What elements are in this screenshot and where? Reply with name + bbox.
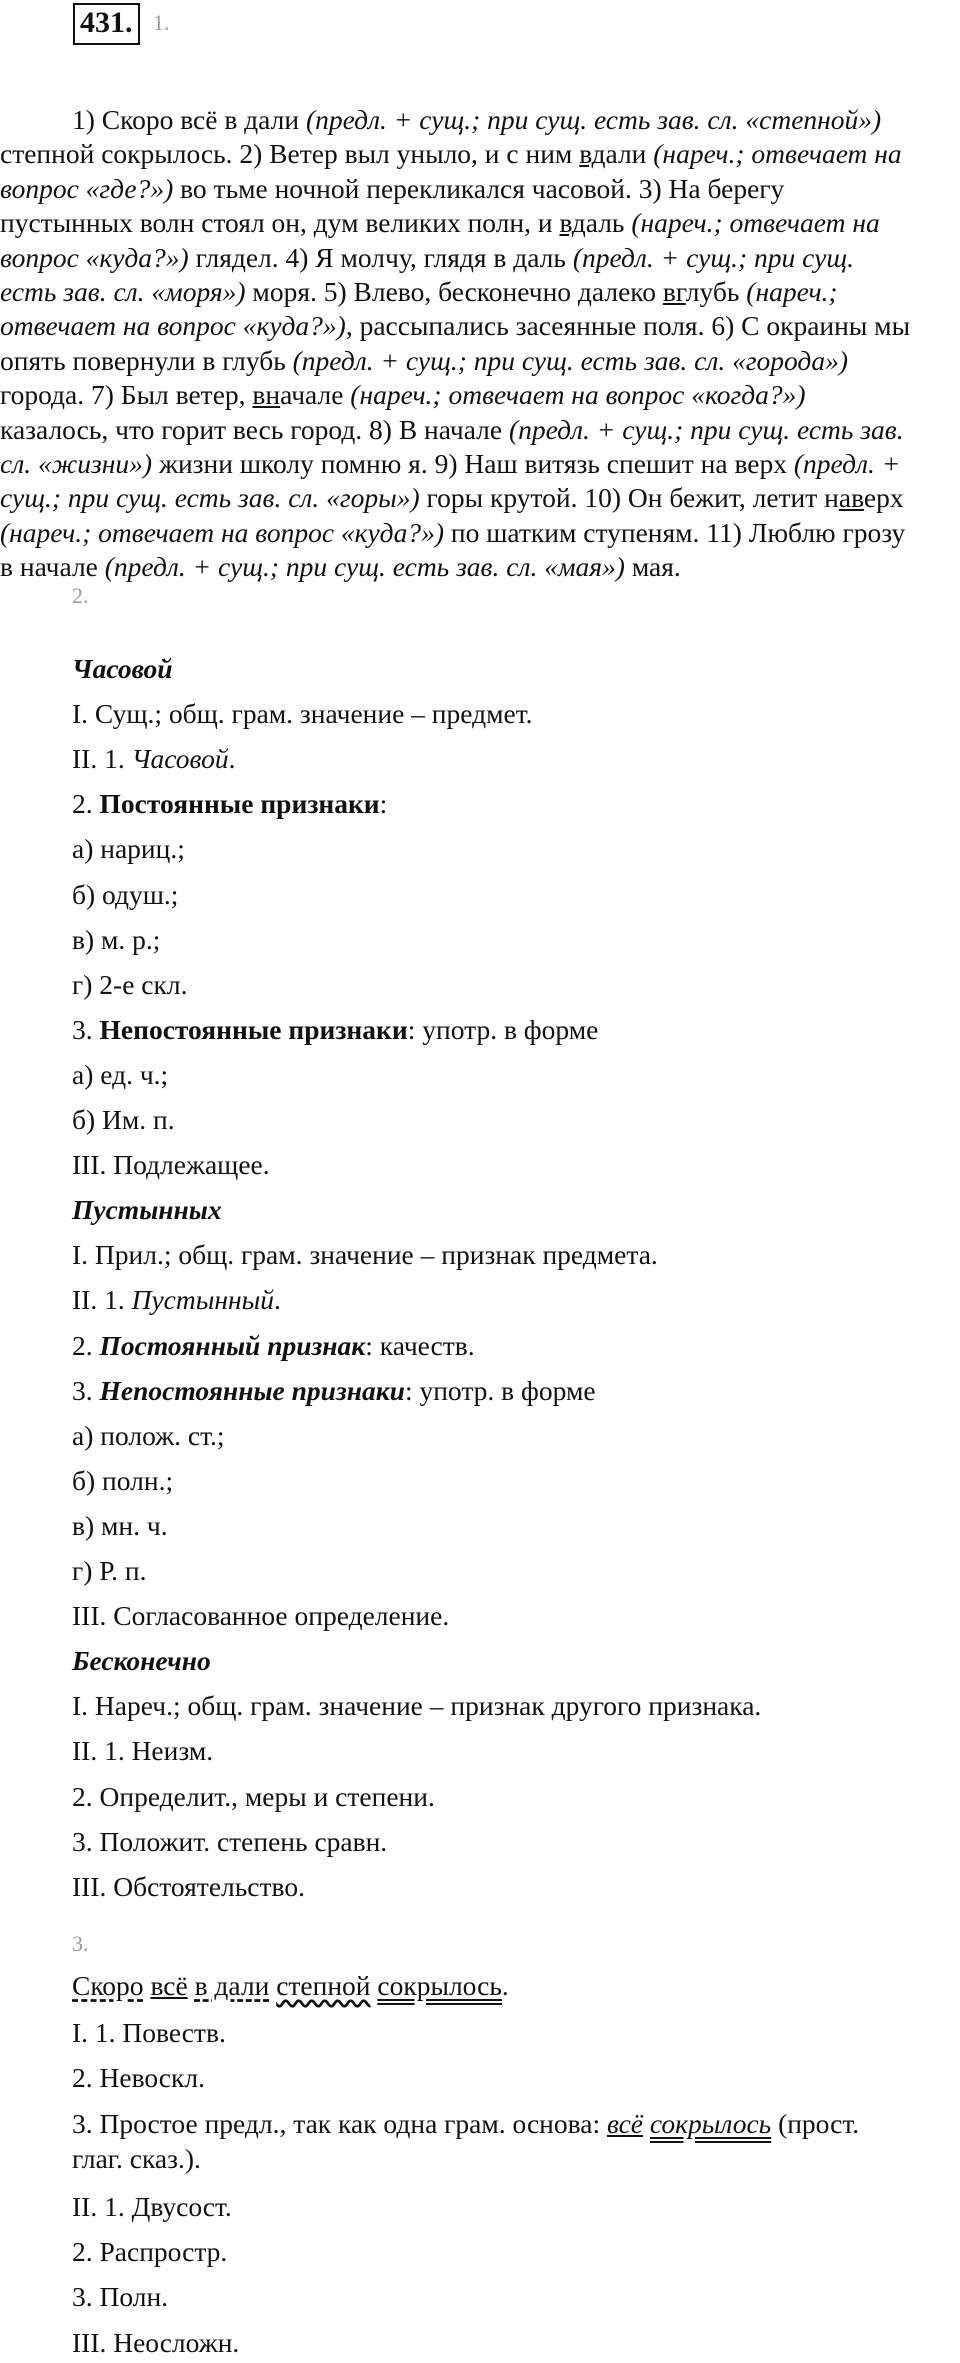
analysis-row — [72, 1013, 598, 1047]
text-run: 2. Определит., меры и степени. — [72, 1780, 435, 1812]
text-run: ачале — [280, 379, 351, 411]
text-run: опять повернули в глубь — [0, 344, 293, 376]
text-run: (нареч.; отвечает на вопрос «куда?») — [0, 516, 444, 548]
text-run: III. Обстоятельство. — [72, 1870, 305, 1902]
text-run: пустынных волн стоял он, дум великих полн, и — [0, 207, 560, 239]
text-run: I. Прил.; общ. грам. значение – признак предмета. — [72, 1239, 658, 1271]
text-run: в) м. р.; — [72, 923, 161, 955]
text-run: сокрылось — [377, 1970, 502, 2001]
text-run: (предл. + сущ.; при сущ. есть зав. — [508, 413, 904, 445]
analysis-row — [72, 2190, 232, 2224]
text-run: всё — [607, 2108, 643, 2139]
text-run: сл. «жизни») — [0, 448, 153, 479]
analysis-row — [72, 1283, 281, 1317]
text-run: (предл. + сущ.; при сущ. есть зав. сл. «города») — [292, 344, 848, 376]
analysis-row — [72, 1419, 225, 1453]
paragraph-line — [0, 378, 960, 412]
analysis-row — [72, 1554, 147, 1588]
text-run: вопрос «куда?») — [0, 241, 189, 273]
text-run: 1) Скоро всё в дали — [72, 104, 306, 135]
text-run: сущ.; при сущ. есть зав. сл. «горы») — [0, 482, 420, 514]
paragraph-line — [0, 172, 960, 206]
analysis-row — [72, 2142, 201, 2176]
text-run: Пустынный — [131, 1284, 274, 1316]
text-run: а) полож. ст.; — [72, 1419, 225, 1451]
paragraph-line — [0, 137, 960, 171]
text-run: 3. Положит. степень сравн. — [72, 1825, 388, 1857]
text-run: : употр. в форме — [404, 1374, 596, 1406]
text-run: мая. — [624, 551, 681, 583]
text-run: 3. — [72, 1013, 100, 1045]
analysis-row — [72, 1969, 509, 2003]
paragraph-line — [0, 550, 960, 584]
text-run: есть зав. сл. «моря») — [0, 276, 246, 307]
analysis-row — [72, 1734, 213, 1768]
text-run: (нареч.; отвечает на вопрос «когда?») — [350, 379, 806, 411]
text-run: Часовой — [72, 653, 173, 684]
section-1-label: 1. — [153, 10, 170, 35]
paragraph-line — [72, 103, 960, 137]
text-run: али — [605, 138, 654, 170]
text-run: города. 7) Был ветер, — [0, 379, 253, 411]
text-run: : — [379, 788, 388, 820]
paragraph-line — [0, 447, 960, 481]
text-run: II. 1. Неизм. — [72, 1735, 214, 1767]
analysis-row — [72, 878, 178, 912]
paragraph-line — [0, 241, 960, 275]
text-run: моря. 5) Влево, бесконечно далеко — [245, 276, 663, 307]
text-run: II. 1. — [72, 1284, 132, 1316]
text-run: , рассыпались засеянные поля. 6) С окраины мы — [345, 310, 911, 342]
analysis-row — [72, 2280, 168, 2314]
text-run: вд — [579, 138, 606, 170]
analysis-row — [72, 1103, 175, 1137]
analysis-row — [72, 1780, 435, 1814]
text-run: 2. Распростр. — [72, 2236, 228, 2267]
text-run: вд — [559, 207, 586, 239]
text-run — [643, 2108, 650, 2139]
paragraph-line — [0, 481, 960, 515]
text-run: аль — [585, 207, 632, 239]
analysis-row — [72, 1644, 211, 1678]
analysis-row — [72, 787, 387, 821]
paragraph-line — [0, 413, 960, 447]
text-run: I. 1. Повеств. — [72, 2017, 226, 2048]
text-run: (нареч.; — [746, 276, 838, 307]
analysis-row — [72, 1193, 222, 1227]
paragraph-line — [0, 275, 960, 309]
text-run: ав — [838, 482, 864, 514]
analysis-row — [72, 2326, 239, 2360]
text-run: отвечает на вопрос «куда?») — [0, 310, 346, 342]
text-run: глаг. сказ.). — [72, 2143, 201, 2174]
text-run: II. 1. — [72, 743, 132, 775]
text-run: I. Нареч.; общ. грам. значение – признак другого признака. — [72, 1690, 762, 1722]
text-run: во тьме ночной перекликался часовой. 3) На берегу — [173, 172, 785, 204]
analysis-row — [72, 2107, 859, 2141]
section-3-label: 3. — [72, 1931, 89, 1956]
text-run: в) мн. ч. — [72, 1509, 168, 1541]
text-run: всё — [150, 1970, 188, 2001]
analysis-row — [72, 832, 185, 866]
text-run: Постоянный признак — [99, 1329, 366, 1361]
text-run: горы крутой. 10) Он бежит, летит н — [419, 482, 839, 514]
text-run: вн — [252, 379, 281, 411]
analysis-row — [72, 968, 187, 1002]
analysis-row — [72, 1825, 387, 1859]
text-run: г) Р. п. — [72, 1555, 147, 1586]
text-run: вопрос «где?») — [0, 172, 174, 204]
text-run: а) нариц.; — [72, 833, 185, 865]
exercise-number: 431. — [73, 3, 140, 45]
text-run: Постоянные признаки — [99, 788, 380, 820]
text-run: : употр. в форме — [407, 1013, 599, 1045]
text-run: г) 2-е скл. — [72, 968, 188, 1000]
text-run: . — [228, 743, 236, 775]
text-run: (предл. + сущ.; при сущ. — [572, 241, 854, 273]
text-run: казалось, что горит весь город. 8) В начале — [0, 413, 509, 445]
text-run: . — [501, 1970, 509, 2001]
text-run: лубь — [685, 276, 747, 307]
text-run: Скоро — [72, 1970, 144, 2001]
analysis-row — [72, 1464, 173, 1498]
text-run: степной сокрылось. 2) Ветер выл уныло, и с ним — [0, 138, 580, 170]
text-run: II. 1. Двусост. — [72, 2191, 232, 2222]
analysis-row — [72, 1374, 596, 1408]
analysis-row — [72, 742, 236, 776]
paragraph-line — [0, 309, 960, 343]
text-run: Непостоянные признаки — [99, 1013, 408, 1045]
analysis-row — [72, 923, 160, 957]
analysis-row — [72, 2016, 226, 2050]
analysis-row — [72, 1329, 475, 1363]
text-run: Бесконечно — [72, 1645, 211, 1677]
paragraph-line — [0, 516, 960, 550]
text-run: : качеств. — [365, 1329, 475, 1361]
text-run: III. Неосложн. — [72, 2327, 240, 2358]
analysis-row — [72, 1599, 449, 1633]
text-run: III. Согласованное определение. — [72, 1600, 450, 1632]
text-run: в начале — [0, 551, 105, 583]
analysis-row — [72, 1870, 305, 1904]
text-run: (нареч.; отвечает на — [631, 207, 880, 239]
text-run: 2. — [72, 1329, 100, 1361]
text-run: (прост. — [771, 2108, 860, 2139]
text-run — [188, 1970, 195, 2001]
text-run: 3. Полн. — [72, 2281, 169, 2312]
text-run: (предл. + сущ.; при сущ. есть зав. сл. «степной») — [305, 104, 882, 135]
text-run: б) Им. п. — [72, 1104, 175, 1135]
text-run: степной — [276, 1970, 371, 2001]
text-run: глядел. 4) Я молчу, глядя в даль — [188, 241, 573, 273]
text-run: в дали — [194, 1970, 270, 2001]
text-run: 2. — [72, 788, 100, 820]
analysis-row — [72, 1689, 761, 1723]
text-run: б) полн.; — [72, 1464, 174, 1496]
text-run: 3. — [72, 1374, 100, 1406]
exercise-text — [0, 103, 960, 583]
analysis-row — [72, 2235, 227, 2269]
text-run: 2. Невоскл. — [72, 2062, 205, 2093]
paragraph-line — [0, 344, 960, 378]
analysis-row — [72, 697, 533, 731]
text-run: а) ед. ч.; — [72, 1058, 169, 1090]
paragraph-line — [0, 206, 960, 240]
text-run: Пустынных — [72, 1194, 222, 1226]
analysis-row — [72, 652, 173, 686]
analysis-row — [72, 1058, 168, 1092]
text-run: (предл. + — [793, 448, 901, 479]
text-run: ерх — [863, 482, 904, 514]
analysis-row — [72, 1148, 270, 1182]
analysis-row — [72, 1238, 658, 1272]
text-run: вг — [662, 276, 686, 307]
text-run: III. Подлежащее. — [72, 1149, 270, 1181]
text-run: б) одуш.; — [72, 878, 179, 910]
analysis-row — [72, 1509, 168, 1543]
text-run: жизни школу помню я. 9) Наш витязь спешит на верх — [152, 448, 794, 479]
text-run: сокрылось — [649, 2108, 772, 2139]
text-run: . — [274, 1284, 281, 1316]
analysis-row — [72, 2061, 205, 2095]
text-run: (нареч.; отвечает на — [653, 138, 902, 170]
section-2-label: 2. — [72, 583, 89, 608]
text-run: (предл. + сущ.; при сущ. есть зав. сл. «мая») — [104, 551, 625, 583]
text-run: по шатким ступеням. 11) Люблю грозу — [444, 516, 906, 548]
text-run: Непостоянные признаки — [99, 1374, 405, 1406]
text-run: 3. Простое предл., так как одна грам. основа: — [72, 2108, 607, 2139]
text-run: Часовой — [131, 743, 229, 775]
text-run: I. Сущ.; общ. грам. значение – предмет. — [72, 698, 533, 730]
